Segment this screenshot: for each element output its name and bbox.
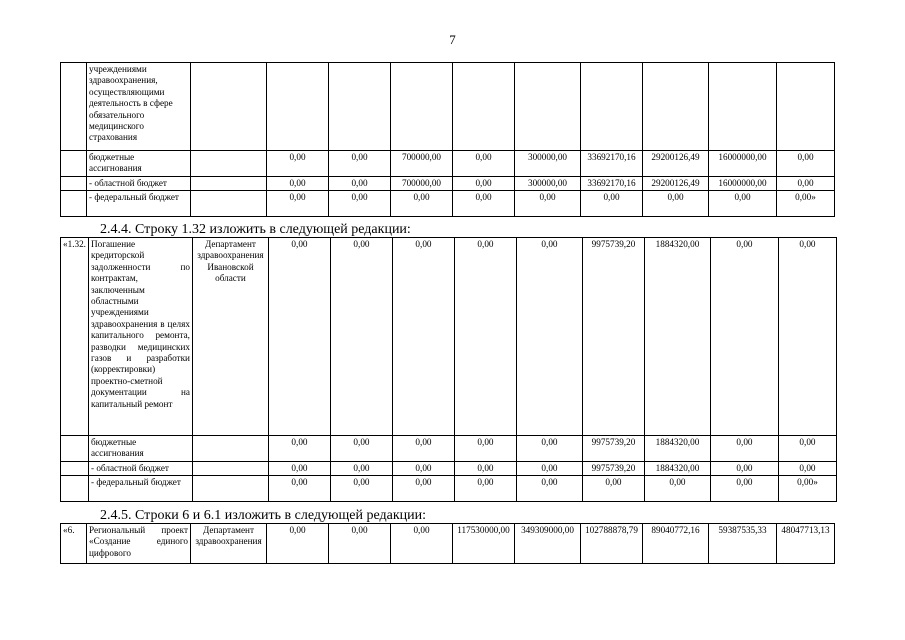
table-cell [61, 177, 87, 191]
table-cell [581, 63, 643, 151]
value-cell: 0,00 [454, 462, 516, 476]
value-cell: 9975739,20 [582, 436, 644, 462]
table-row [61, 462, 837, 476]
value-cell: 0,00 [453, 177, 515, 191]
table-cell [192, 462, 268, 476]
value-cell: 0,00 [267, 177, 329, 191]
value-cell: 0,00 [268, 436, 330, 462]
department-cell: Департамент здравоохранения Ивановской области [192, 238, 268, 436]
table-row [61, 177, 835, 191]
row-label: - областной бюджет [88, 462, 192, 476]
value-cell: 0,00» [777, 191, 835, 217]
value-cell: 0,00 [268, 462, 330, 476]
row-description: учреждениями здравоохранения, осуществляющими деятельность в сфере обязательного медицинского страхования [87, 63, 191, 151]
department-cell: Департамент здравоохранения [191, 524, 267, 564]
value-cell: 0,00 [516, 476, 582, 502]
value-cell: 0,00 [710, 476, 778, 502]
table-row [61, 476, 837, 502]
page-number: 7 [449, 32, 456, 47]
value-cell: 0,00 [392, 238, 454, 436]
table-cell [61, 476, 89, 502]
value-cell: 0,00 [515, 191, 581, 217]
table-cell [515, 63, 581, 151]
value-cell: 0,00 [330, 462, 392, 476]
value-cell: 0,00 [392, 436, 454, 462]
value-cell: 0,00 [516, 238, 582, 436]
value-cell: 0,00 [453, 151, 515, 177]
value-cell: 0,00» [778, 476, 836, 502]
value-cell: 48047713,13 [777, 524, 835, 564]
value-cell: 0,00 [330, 476, 392, 502]
value-cell: 0,00 [454, 238, 516, 436]
row-label: бюджетные ассигнования [87, 151, 191, 177]
value-cell: 300000,00 [515, 177, 581, 191]
value-cell: 349309000,00 [515, 524, 581, 564]
row-label: бюджетные ассигнования [88, 436, 192, 462]
value-cell: 117530000,00 [453, 524, 515, 564]
value-cell: 0,00 [329, 177, 391, 191]
row-label: - федеральный бюджет [88, 476, 192, 502]
table-row [61, 238, 837, 436]
value-cell: 0,00 [778, 462, 836, 476]
row-description: Погашение кредиторской задолженности по контрактам, заключенным областными учреждениями здравоохранения в целях капитального ремонта, разводки медицинских газов и разработки (корректировки) проектно-сметной документации на капитальный ремонт [88, 238, 192, 436]
value-cell: 16000000,00 [709, 151, 777, 177]
value-cell: 1884320,00 [644, 462, 710, 476]
value-cell: 0,00 [392, 462, 454, 476]
section-heading: 2.4.4. Строку 1.32 изложить в следующей редакции: [100, 222, 411, 237]
table-cell [191, 191, 267, 217]
value-cell: 0,00 [391, 191, 453, 217]
value-cell: 29200126,49 [643, 177, 709, 191]
value-cell: 0,00 [778, 238, 836, 436]
row-number: «1.32. [61, 238, 89, 436]
table-cell [453, 63, 515, 151]
value-cell: 0,00 [267, 151, 329, 177]
table-cell [61, 151, 87, 177]
value-cell: 102788878,79 [581, 524, 643, 564]
table-cell [61, 191, 87, 217]
table-row [61, 151, 835, 177]
table-cell [192, 436, 268, 462]
value-cell: 0,00 [267, 191, 329, 217]
table-cell [391, 63, 453, 151]
value-cell: 0,00 [453, 191, 515, 217]
value-cell: 0,00 [268, 476, 330, 502]
row-number: «6. [61, 524, 87, 564]
value-cell: 0,00 [329, 151, 391, 177]
value-cell: 0,00 [709, 191, 777, 217]
table-cell [61, 462, 89, 476]
table-cell [643, 63, 709, 151]
value-cell: 29200126,49 [643, 151, 709, 177]
value-cell: 59387535,33 [709, 524, 777, 564]
value-cell: 1884320,00 [644, 436, 710, 462]
table-cell [709, 63, 777, 151]
table-cell [267, 63, 329, 151]
section-heading: 2.4.5. Строки 6 и 6.1 изложить в следующей редакции: [100, 508, 426, 523]
value-cell: 0,00 [581, 191, 643, 217]
value-cell: 0,00 [330, 436, 392, 462]
value-cell: 1884320,00 [644, 238, 710, 436]
value-cell: 0,00 [516, 436, 582, 462]
value-cell: 0,00 [454, 436, 516, 462]
budget-table-1-32 [60, 237, 837, 502]
table-cell [191, 63, 267, 151]
value-cell: 0,00 [710, 462, 778, 476]
value-cell: 0,00 [710, 436, 778, 462]
row-label: - областной бюджет [87, 177, 191, 191]
table-row [61, 63, 835, 151]
table-cell [329, 63, 391, 151]
value-cell: 0,00 [643, 191, 709, 217]
budget-table-continued [60, 62, 835, 217]
value-cell: 0,00 [268, 238, 330, 436]
table-row [61, 436, 837, 462]
table-row [61, 524, 835, 564]
table-cell [777, 63, 835, 151]
row-description: Региональный проект «Создание единого цифрового [87, 524, 191, 564]
value-cell: 0,00 [516, 462, 582, 476]
value-cell: 0,00 [454, 476, 516, 502]
value-cell: 16000000,00 [709, 177, 777, 191]
table-cell [61, 63, 87, 151]
value-cell: 33692170,16 [581, 177, 643, 191]
value-cell: 0,00 [777, 151, 835, 177]
row-label: - федеральный бюджет [87, 191, 191, 217]
budget-table-6 [60, 523, 835, 564]
value-cell: 33692170,16 [581, 151, 643, 177]
value-cell: 0,00 [778, 436, 836, 462]
value-cell: 9975739,20 [582, 462, 644, 476]
value-cell: 0,00 [710, 238, 778, 436]
value-cell: 0,00 [391, 524, 453, 564]
value-cell: 300000,00 [515, 151, 581, 177]
table-cell [192, 476, 268, 502]
value-cell: 0,00 [644, 476, 710, 502]
value-cell: 0,00 [392, 476, 454, 502]
table-cell [61, 436, 89, 462]
value-cell: 0,00 [777, 177, 835, 191]
value-cell: 700000,00 [391, 151, 453, 177]
value-cell: 0,00 [329, 191, 391, 217]
value-cell: 0,00 [329, 524, 391, 564]
value-cell: 89040772,16 [643, 524, 709, 564]
table-cell [191, 151, 267, 177]
value-cell: 0,00 [330, 238, 392, 436]
table-row [61, 191, 835, 217]
value-cell: 9975739,20 [582, 238, 644, 436]
table-cell [191, 177, 267, 191]
value-cell: 700000,00 [391, 177, 453, 191]
value-cell: 0,00 [582, 476, 644, 502]
value-cell: 0,00 [267, 524, 329, 564]
